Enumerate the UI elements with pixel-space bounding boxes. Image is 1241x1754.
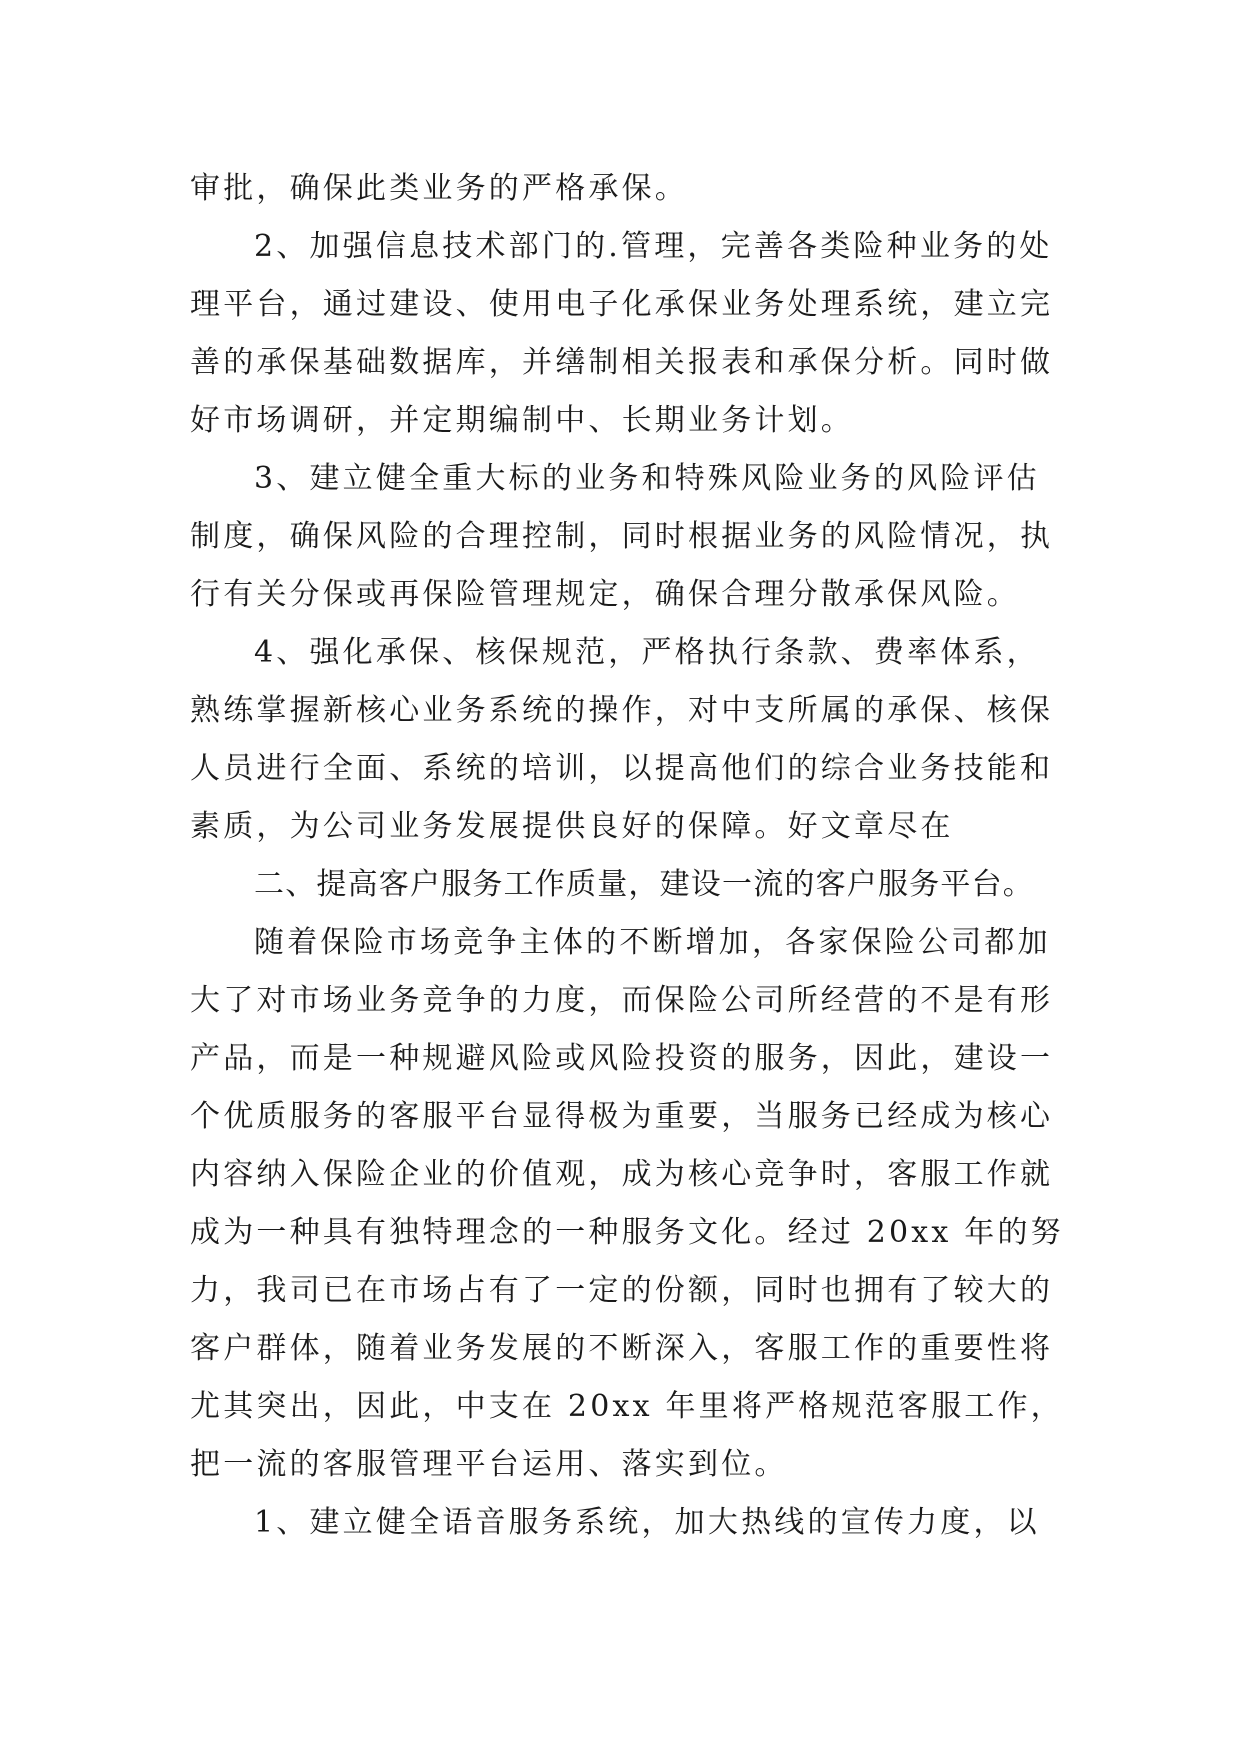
- paragraph-line: 力，我司已在市场占有了一定的份额，同时也拥有了较大的: [190, 1273, 1054, 1308]
- paragraph-line: 个优质服务的客服平台显得极为重要，当服务已经成为核心: [190, 1099, 1054, 1134]
- paragraph-line: 善的承保基础数据库，并缮制相关报表和承保分析。同时做: [190, 345, 1054, 380]
- paragraph-line: 大了对市场业务竞争的力度，而保险公司所经营的不是有形: [190, 983, 1054, 1018]
- paragraph-first-line: 3、建立健全重大标的业务和特殊风险业务的风险评估: [254, 461, 1040, 496]
- paragraph-first-line: 1、建立健全语音服务系统，加大热线的宣传力度，以: [254, 1505, 1040, 1540]
- paragraph-line: 制度，确保风险的合理控制，同时根据业务的风险情况，执: [190, 519, 1054, 554]
- paragraph-line: 理平台，通过建设、使用电子化承保业务处理系统，建立完: [190, 287, 1054, 322]
- paragraph-first-line: 4、强化承保、核保规范，严格执行条款、费率体系，: [254, 635, 1040, 670]
- paragraph-line: 审批，确保此类业务的严格承保。: [190, 171, 688, 206]
- paragraph-line: 把一流的客服管理平台运用、落实到位。: [190, 1447, 788, 1482]
- paragraph-line: 产品，而是一种规避风险或风险投资的服务，因此，建设一: [190, 1041, 1054, 1076]
- paragraph-line: 熟练掌握新核心业务系统的操作，对中支所属的承保、核保: [190, 693, 1054, 728]
- paragraph-line: 客户群体，随着业务发展的不断深入，客服工作的重要性将: [190, 1331, 1054, 1366]
- paragraph-line: 行有关分保或再保险管理规定，确保合理分散承保风险。: [190, 577, 1020, 612]
- paragraph-line: 尤其突出，因此，中支在 20xx 年里将严格规范客服工作，: [190, 1389, 1064, 1424]
- paragraph-first-line: 2、加强信息技术部门的.管理，完善各类险种业务的处: [254, 229, 1053, 264]
- paragraph-line: 成为一种具有独特理念的一种服务文化。经过 20xx 年的努: [190, 1215, 1064, 1250]
- paragraph-line: 好市场调研，并定期编制中、长期业务计划。: [190, 403, 854, 438]
- paragraph-first-line: 随着保险市场竞争主体的不断增加，各家保险公司都加: [254, 925, 1051, 960]
- paragraph-line: 人员进行全面、系统的培训，以提高他们的综合业务技能和: [190, 751, 1054, 786]
- document-body: [190, 160, 1064, 1552]
- paragraph-first-line: 二、提高客户服务工作质量，建设一流的客户服务平台。: [254, 867, 1034, 902]
- paragraph-line: 素质，为公司业务发展提供良好的保障。好文章尽在: [190, 809, 954, 844]
- paragraph-line: 内容纳入保险企业的价值观，成为核心竞争时，客服工作就: [190, 1157, 1054, 1192]
